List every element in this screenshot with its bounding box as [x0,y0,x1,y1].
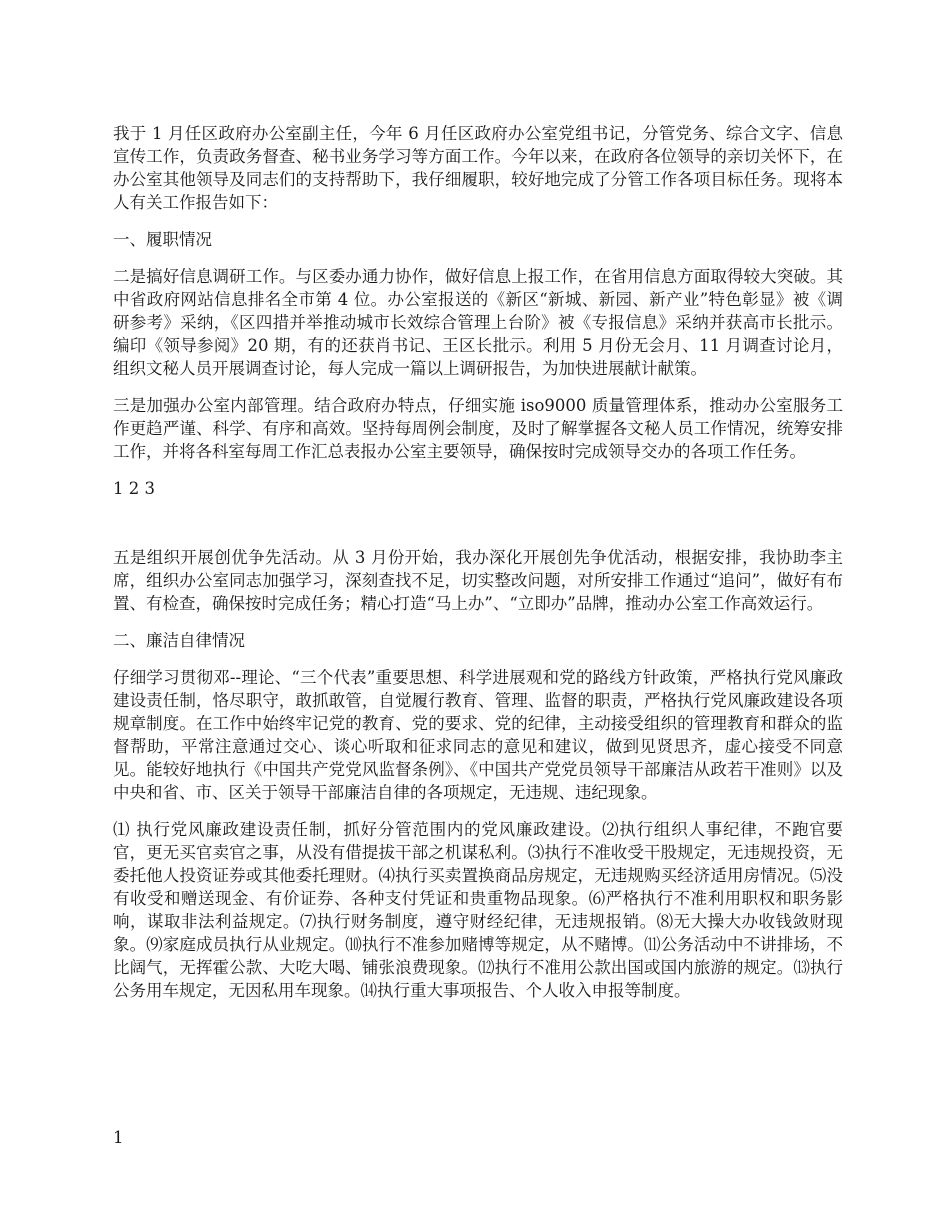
footer-page-number: 1 [113,1128,124,1147]
section-heading-integrity: 二、廉洁自律情况 [113,631,245,650]
document-body [113,122,843,1016]
paragraph-integrity-study: 仔细学习贯彻邓--理论、“三个代表”重要思想、科学进展观和党的路线方针政策，严格执行党风廉政建设责任制，恪尽职守，敢抓敢管，自觉履行教育、管理、监督的职责，严格执行党风廉政建设各项规章制度。在工作中始终牢记党的教育、党的要求、党的纪律，主动接受组织的管理教育和群众的监督帮助，平常注意通过交心、谈心听取和征求同志的意见和建议，做到见贤思齐，虚心接受不同意见。能较好地执行《中国共产党党风监督条例》、《中国共产党党员领导干部廉洁从政若干准则》以及中央和省、市、区关于领导干部廉洁自律的各项规定，无违规、违纪现象。 [113,668,843,802]
paragraph-integrity-items: ⑴ 执行党风廉政建设责任制，抓好分管范围内的党风廉政建设。⑵执行组织人事纪律，不跑官要官，更无买官卖官之事，从没有借提拔干部之机谋私利。⑶执行不准收受干股规定，无违规投资，无委托他人投资证券或其他委托理财。⑷执行买卖置换商品房规定，无违规购买经济适用房情况。⑸没有收受和赠送现金、有价证券、各种支付凭证和贵重物品现象。⑹严格执行不准利用职权和职务影响，谋取非法利益规定。⑺执行财务制度，遵守财经纪律，无违规报销。⑻无大操大办收钱敛财现象。⑼家庭成员执行从业规定。⑽执行不准参加赌博等规定，从不赌博。⑾公务活动中不讲排场，不比阔气，无挥霍公款、大吃大喝、铺张浪费现象。⑿执行不准用公款出国或国内旅游的规定。⒀执行公务用车规定，无因私用车现象。⒁执行重大事项报告、个人收入申报等制度。 [113,820,843,1000]
section-heading-duties: 一、履职情况 [113,230,212,249]
paragraph-internal-management: 三是加强办公室内部管理。结合政府办特点，仔细实施 iso9000 质量管理体系，推动办公室服务工作更趋严谨、科学、有序和高效。坚持每周例会制度，及时了解掌握各文秘人员工作情况，统筹安排工作，并将各科室每周工作汇总表报办公室主要领导，确保按时完成领导交办的各项工作任务。 [113,396,843,461]
page-number-list: 1 2 3 [113,479,155,498]
page-gap [113,500,843,546]
paragraph-info-research: 二是搞好信息调研工作。与区委办通力协作，做好信息上报工作，在省用信息方面取得较大突破。其中省政府网站信息排名全市第 4 位。办公室报送的《新区“新城、新园、新产业”特色彰显》被《调研参考》采纳，《区四措并举推动城市长效综合管理上台阶》被《专报信息》采纳并获高市长批示。编印《领导参阅》20 期，有的还获肖书记、王区长批示。利用 5 月份无会月、11 月调查讨论月，组织文秘人员开展调查讨论，每人完成一篇以上调研报告，为加快进展献计献策。 [113,267,843,378]
intro-paragraph: 我于 1 月任区政府办公室副主任，今年 6 月任区政府办公室党组书记，分管党务、综合文字、信息宣传工作，负责政务督查、秘书业务学习等方面工作。今年以来，在政府各位领导的亲切关怀下，在办公室其他领导及同志们的支持帮助下，我仔细履职，较好地完成了分管工作各项目标任务。现将本人有关工作报告如下： [113,124,843,212]
paragraph-excellence-activity: 五是组织开展创优争先活动。从 3 月份开始，我办深化开展创先争优活动，根据安排，我协助李主席，组织办公室同志加强学习，深刻查找不足，切实整改问题，对所安排工作通过“追问”，做好有布置、有检查，确保按时完成任务；精心打造“马上办”、“立即办”品牌，推动办公室工作高效运行。 [113,548,843,613]
